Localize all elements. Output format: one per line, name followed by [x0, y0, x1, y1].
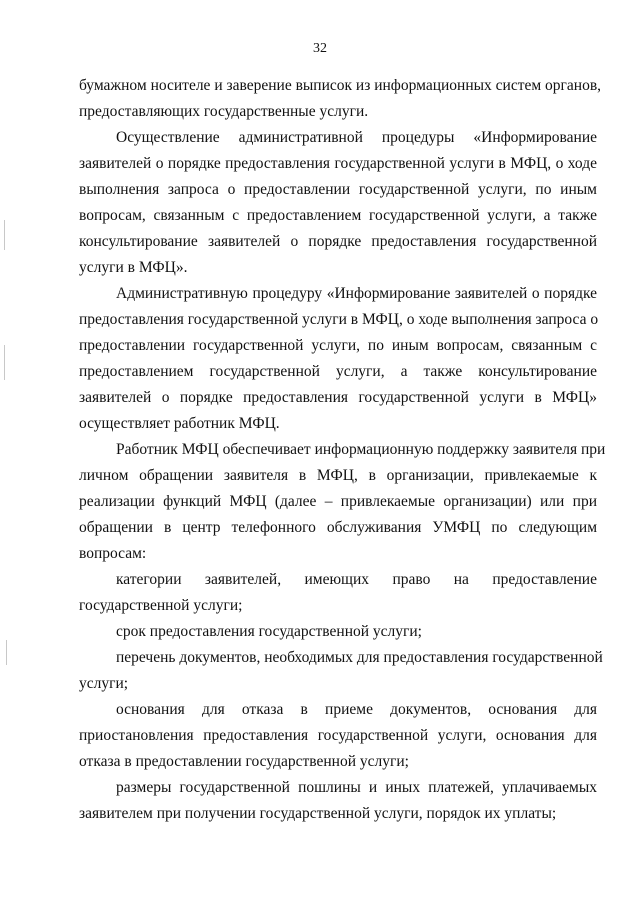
scan-mark — [4, 220, 5, 250]
list-item-line: основания для отказа в приеме документов, основания для — [116, 701, 597, 718]
list-item-line: приостановления предоставления государственной услуги, основания для — [79, 727, 597, 744]
text-line: предоставляющих государственные услуги. — [79, 103, 369, 120]
scan-mark — [6, 640, 7, 665]
text-line: предоставлении государственной услуги, по иным вопросам, связанным с — [79, 337, 597, 354]
text-line: личном обращении заявителя в МФЦ, в организации, привлекаемые к — [79, 467, 597, 484]
list-item-line: государственной услуги; — [79, 597, 243, 614]
text-line: услуги в МФЦ». — [79, 259, 188, 276]
text-line: Работник МФЦ обеспечивает информационную поддержку заявителя при — [116, 441, 606, 458]
list-item-line: услуги; — [79, 675, 129, 692]
text-line: Осуществление административной процедуры «Информирование — [116, 129, 597, 146]
list-item-line: заявителем при получении государственной услуги, порядок их уплаты; — [79, 805, 557, 822]
list-item-line: срок предоставления государственной услуги; — [116, 623, 422, 640]
text-line: вопросам: — [79, 545, 147, 562]
text-line: заявителей о порядке предоставления государственной услуги в МФЦ» — [79, 389, 597, 406]
text-line: выполнения запроса о предоставлении государственной услуги, по иным — [79, 181, 597, 198]
text-line: Административную процедуру «Информирование заявителей о порядке — [116, 285, 597, 302]
text-line: реализации функций МФЦ (далее – привлекаемые организации) или при — [79, 493, 597, 510]
list-item-line: перечень документов, необходимых для предоставления государственной — [116, 649, 603, 666]
text-line: консультирование заявителей о порядке предоставления государственной — [79, 233, 597, 250]
page-number: 32 — [313, 41, 327, 56]
text-line: предоставления государственной услуги в МФЦ, о ходе выполнения запроса о — [79, 311, 599, 328]
text-line: бумажном носителе и заверение выписок из информационных систем органов, — [79, 77, 602, 94]
list-item-line: размеры государственной пошлины и иных платежей, уплачиваемых — [116, 779, 597, 796]
text-line: осуществляет работник МФЦ. — [79, 415, 280, 432]
text-line: обращении в центр телефонного обслуживания УМФЦ по следующим — [79, 519, 597, 536]
text-line: предоставлением государственной услуги, а также консультирование — [79, 363, 597, 380]
text-line: вопросам, связанным с предоставлением государственной услуги, а также — [79, 207, 597, 224]
scan-mark — [4, 345, 5, 380]
list-item-line: категории заявителей, имеющих право на предоставление — [116, 571, 597, 588]
text-line: заявителей о порядке предоставления государственной услуги в МФЦ, о ходе — [79, 155, 597, 172]
list-item-line: отказа в предоставлении государственной услуги; — [79, 753, 409, 770]
